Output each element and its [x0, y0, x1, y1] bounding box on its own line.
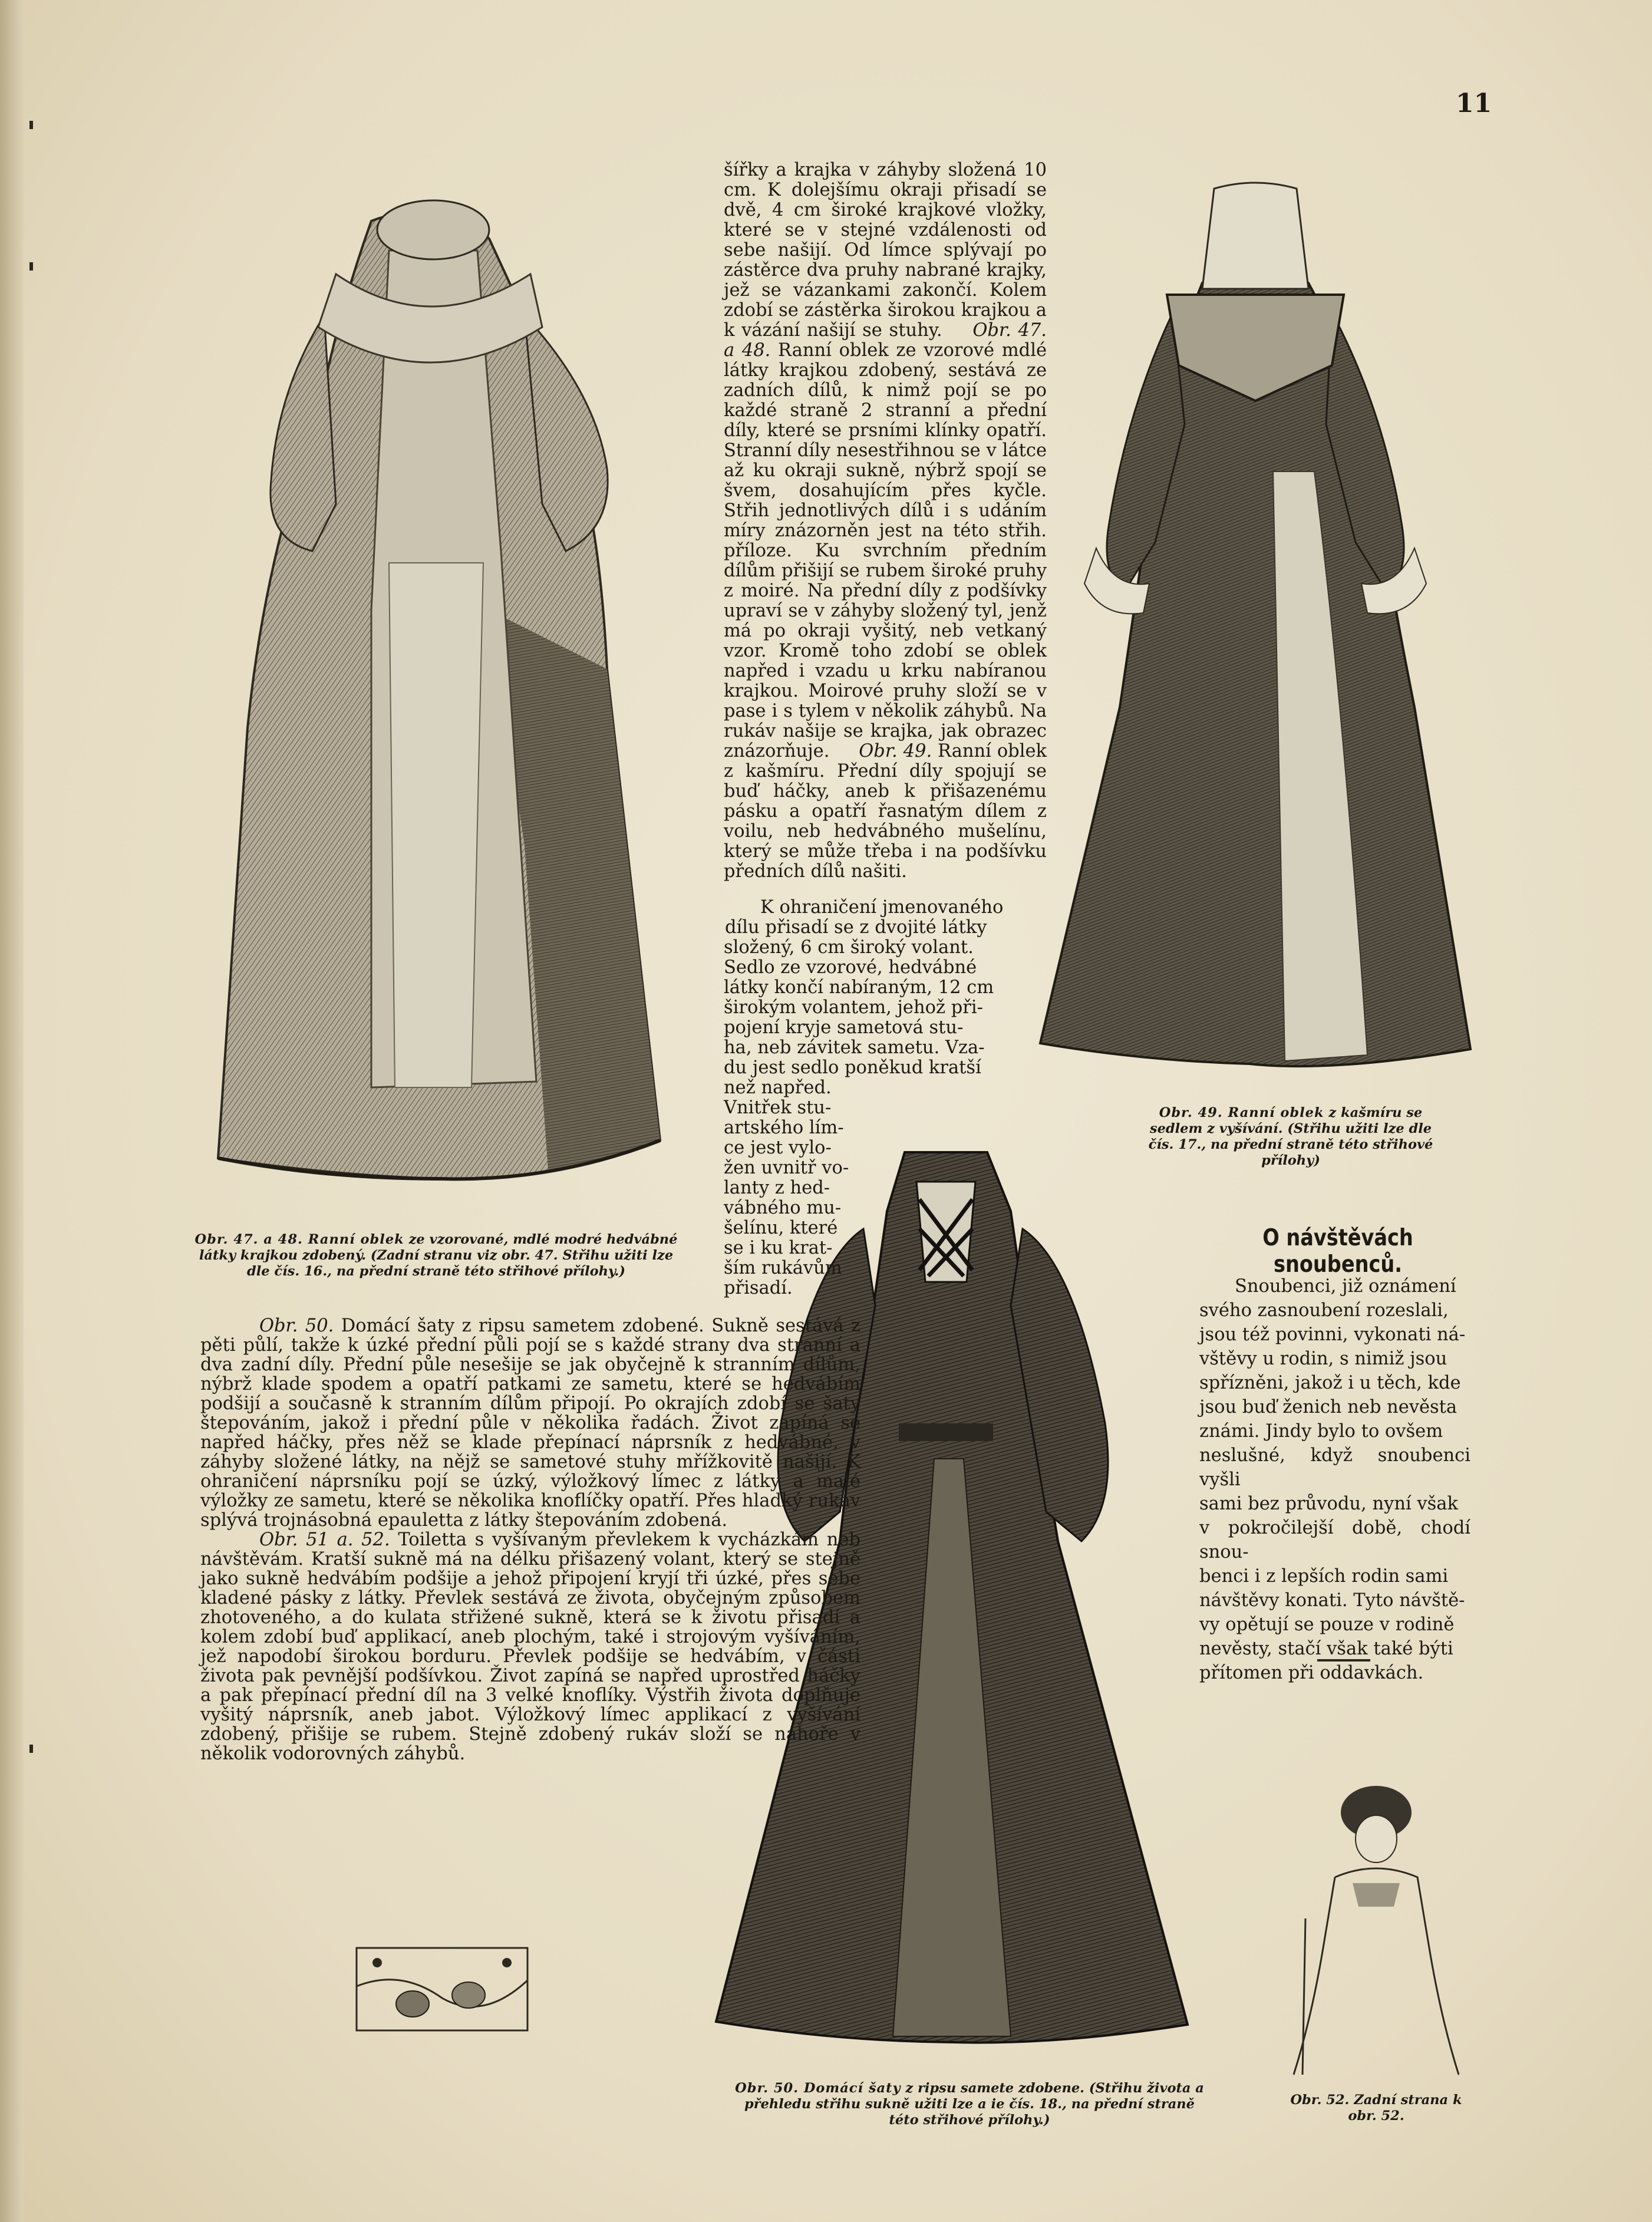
binding-mark	[29, 121, 33, 129]
figure-47-gown	[194, 197, 678, 1194]
caption-figure-49: Obr. 49. Ranní oblek z kašmíru se sedlem z vyšívání. (Střihu užiti lze dle čís. 17., na přední straně této střihové přílohy)	[1148, 1105, 1433, 1168]
section-text-snoubenci: Snoubenci, již oznámení svého zasnoubení rozeslali, jsou též povinni, vykonati ná- vštěvy u rodin, s nimiž jsou spřízněni, jakož i u těch, kde jsou buď ženich neb nevěsta známi. Jindy bylo to ovšem neslušné, když snoubenci vyšli sami bez průvodu, nyní však v pokročilejší době, chodí snou- benci i z lepších rodin sami návštěvy konati. Tyto návště- vy opětují se pouze v rodině nevěsty, stačí však také býti přítomen při oddavkách.	[1199, 1276, 1470, 1683]
page-spine-shadow	[0, 0, 24, 2222]
page-number: 11	[1456, 88, 1492, 118]
section-end-ornament	[1317, 1659, 1370, 1661]
article-text-continuation: šířky a krajka v záhyby složená 10 cm. K dolejšímu okraji přisadí se dvě, 4 cm široké krajkové vložky, které se v stejné vzdálenosti od sebe našijí. Od límce splývají po zástěrce dva pruhy nabrané krajky, jež se vázankami zakončí. Kolem zdobí se zástěrka širokou krajkou a k vázání našijí se stuhy. Obr. 47. a 48. Ranní oblek ze vzorové mdlé látky krajkou zdobený, sestává ze zadních dílů, k nimž pojí se po každé straně 2 stranní a přední díly, které se prsními klínky opatří. Stranní díly nesestřihnou se v látce až ku okraji sukně, nýbrž spojí se švem, dosahujícím přes kyčle. Střih jednotlivých dílů i s udáním míry znázorněn jest na této střih. příloze. Ku svrchním předním dílům přišijí se rubem široké pruhy z moiré. Na přední díly z podšívky upraví se v záhyby složený tyl, jenž má po okraji vyšitý, neb vetkaný vzor. Kromě toho zdobí se oblek napřed i vzadu u krku nabíranou krajkou. Moirové pruhy složí se v pase i s tylem v několik záhybů. Na rukáv našije se krajka, jak obrazec znázorňuje. Obr. 49. Ranní oblek z kašmíru. Přední díly spojují se buď háčky, aneb k přišazenému pásku a opatří řasnatým dílem z voilu, neb hedvábného mušelínu, který se může třeba i na podšívku předních dílů našiti.	[724, 160, 1047, 882]
caption-figure-47: Obr. 47. a 48. Ranní oblek ze vzorované, mdlé modré hedvábné látky krajkou zdobený. (Zadní stranu viz obr. 47. Střihu užiti lze dle čís. 16., na přední straně této střihové přílohy.)	[194, 1232, 678, 1279]
caption-figure-52: Obr. 52. Zadní strana k obr. 52.	[1290, 2092, 1462, 2124]
figure-49-gown	[1037, 177, 1473, 1073]
article-text-wrap-around: K ohraničení jmenovaného dílu přisadí se z dvojité látky složený, 6 cm široký volant. Sedlo ze vzorové, hedvábné látky končí nabíraným, 12 cm širokým volantem, jehož při- pojení kryje sametová stu- ha, neb závitek sametu. Vza- du jest sedlo poněkud kratší než napřed. Vnitřek stu- artského lím- ce jest vylo- žen uvnitř vo- lanty z hed- vábného mu- šelínu, které se i ku krat- ším rukávům přisadí.	[724, 897, 1004, 1298]
caption-figure-50: Obr. 50. Domácí šaty z ripsu samete zdobene. (Střihu života a přehledu střihu sukně užiti lze a ie čís. 18., na přední straně této střihové přílohy.)	[735, 2081, 1204, 2128]
figure-52-sketch	[1288, 1771, 1465, 2078]
binding-mark	[29, 1745, 33, 1753]
article-text-figures-50-52: Obr. 50. Domácí šaty z ripsu sametem zdobené. Sukně sestává z pěti půlí, takže k úzké přední půli pojí se s každé strany dva stranní a dva zadní díly. Přední půle nesešije se jak obyčejně k stranním dílům, nýbrž klade spodem a opatří patkami ze sametu, které se hedvábím podšijí a současně k stranním dílům připojí. Po okrajích zdobí se šaty štepováním, jakož i přední půle v několika řadách. Život zapíná se napřed háčky, přes něž se klade přepínací náprsník z hedvábné, v záhyby složené látky, na nějž se sametové stuhy mřížkovitě našijí. K ohraničení náprsníku pojí se úzký, výložkový límec z látky a malé výložky ze sametu, které se několika knoflíčky opatří. Přes hladký rukáv splývá trojnásobná epauletta z látky štepováním zdobená. Obr. 51 a. 52. Toiletta s vyšívaným převlekem k vycházkám neb návštěvám. Kratší sukně má na délku přišazený volant, který se stejně jako sukně hedvábím podšije a jehož připojení kryjí tři úzké, přes sebe kladené pásky z látky. Převlek sestává ze života, obyčejným způsobem zhotoveného, a do kulata střižené sukně, která se k životu přisadí a kolem zdobí buď applikací, aneb plochým, také i strojovým vyšíváním, jež napodobí širokou borduru. Převlek podšije se hedvábím, v části života pak pevnější podšívkou. Život zapíná se napřed uprostřed háčky a pak přepínací přední díl na 3 velké knoflíky. Výstřih života doplňuje vyšitý náprsník, aneb jabot. Výložkový límec applikací z vyšívání zdobený, přišije se rubem. Stejně zdobený rukáv složí se nahoře v několik vodorovných záhybů.	[200, 1316, 861, 1764]
birds-vignette	[354, 1945, 530, 2033]
section-heading: O návštěvách snoubenců.	[1262, 1225, 1413, 1278]
binding-mark	[29, 262, 33, 271]
